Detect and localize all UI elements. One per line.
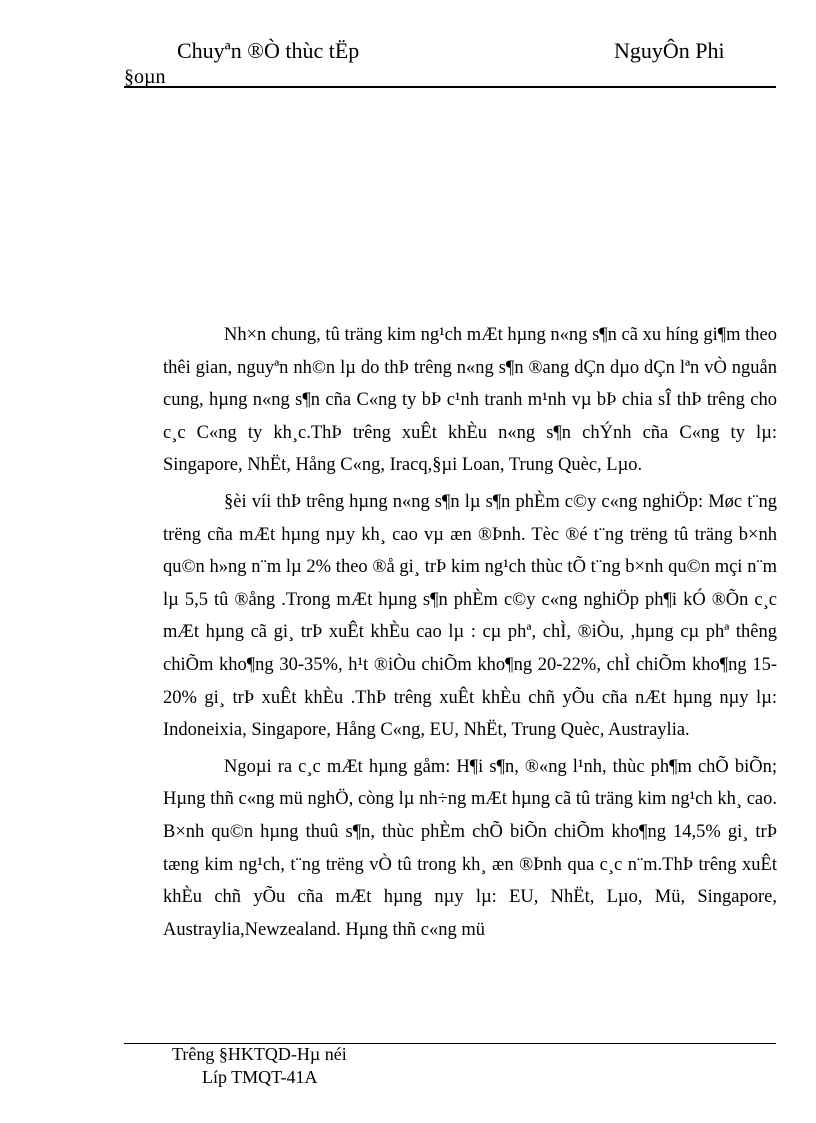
header-document-title: Chuyªn ®Ò thùc tËp [177, 38, 360, 63]
paragraph: Nh×n chung, tû träng kim ng¹ch mÆt hµng n«ng s¶n cã xu híng gi¶m theo thêi gian, nguyªn nh©n lµ do thÞ trêng n«ng s¶n ®ang dÇn dµo dÇn lªn vÒ nguån cung, hµng n«ng s¶n cña C«ng ty bÞ c¹nh tranh m¹nh vµ bÞ chia sÎ thÞ trêng cho c¸c C«ng ty kh¸c.ThÞ trêng xuÊt khÈu n«ng s¶n chÝnh cña C«ng ty lµ: Singapore, NhËt, Hång C«ng, Iracq,§µi Loan, Trung Quèc, Lµo. [163, 325, 777, 476]
document-body [163, 319, 777, 950]
header-author-name-wrap: §oµn [124, 66, 166, 88]
paragraph: §èi víi thÞ trêng hµng n«ng s¶n lµ s¶n phÈm c©y c«ng nghiÖp: Møc t¨ng trëng cña mÆt hµng nµy kh¸ cao vµ æn ®Þnh. Tèc ®é t¨ng trëng tû träng b×nh qu©n h»ng n¨m lµ 2% theo ®å gi¸ trÞ kim ng¹ch thùc tÕ t¨ng b×nh qu©n mçi n¨m lµ 5,5 tû ®ång .Trong mÆt hµng s¶n phÈm c©y c«ng nghiÖp ph¶i kÓ ®Õn c¸c mÆt hµng cã gi¸ trÞ xuÊt khÈu cao lµ : cµ phª, chÌ, ®iÒu, ,hµng cµ phª thêng chiÕm kho¶ng 30-35%, h¹t ®iÒu chiÕm kho¶ng 20-22%, chÌ chiÕm kho¶ng 15-20% gi¸ trÞ xuÊt khÈu .ThÞ trêng xuÊt khÈu chñ yÕu cña nÆt hµng nµy lµ: Indoneixia, Singapore, Hång C«ng, EU, NhËt, Trung Quèc, Austraylia. [163, 491, 777, 741]
footer-class: Líp TMQT-41A [202, 1067, 318, 1087]
paragraph: Ngoµi ra c¸c mÆt hµng gåm: H¶i s¶n, ®«ng l¹nh, thùc ph¶m chÕ biÕn; Hµng thñ c«ng mü nghÖ, còng lµ nh÷ng mÆt hµng cã tû träng kim ng¹ch kh¸ cao. B×nh qu©n hµng thuû s¶n, thùc phÈm chÕ biÕn chiÕm kho¶ng 14,5% gi¸ trÞ tæng kim ng¹ch, t¨ng trëng vÒ tû trong kh¸ æn ®Þnh qua c¸c n¨m.ThÞ trêng xuÊt khÈu chñ yÕu cña mÆt hµng nµy lµ: EU, NhËt, Lµo, Mü, Singapore, Austraylia,Newzealand. Hµng thñ c«ng mü [163, 756, 777, 940]
header-author-name: NguyÔn Phi [614, 38, 725, 63]
footer-university: Trêng §HKTQD-Hµ néi [172, 1044, 347, 1064]
header-rule [124, 86, 776, 88]
